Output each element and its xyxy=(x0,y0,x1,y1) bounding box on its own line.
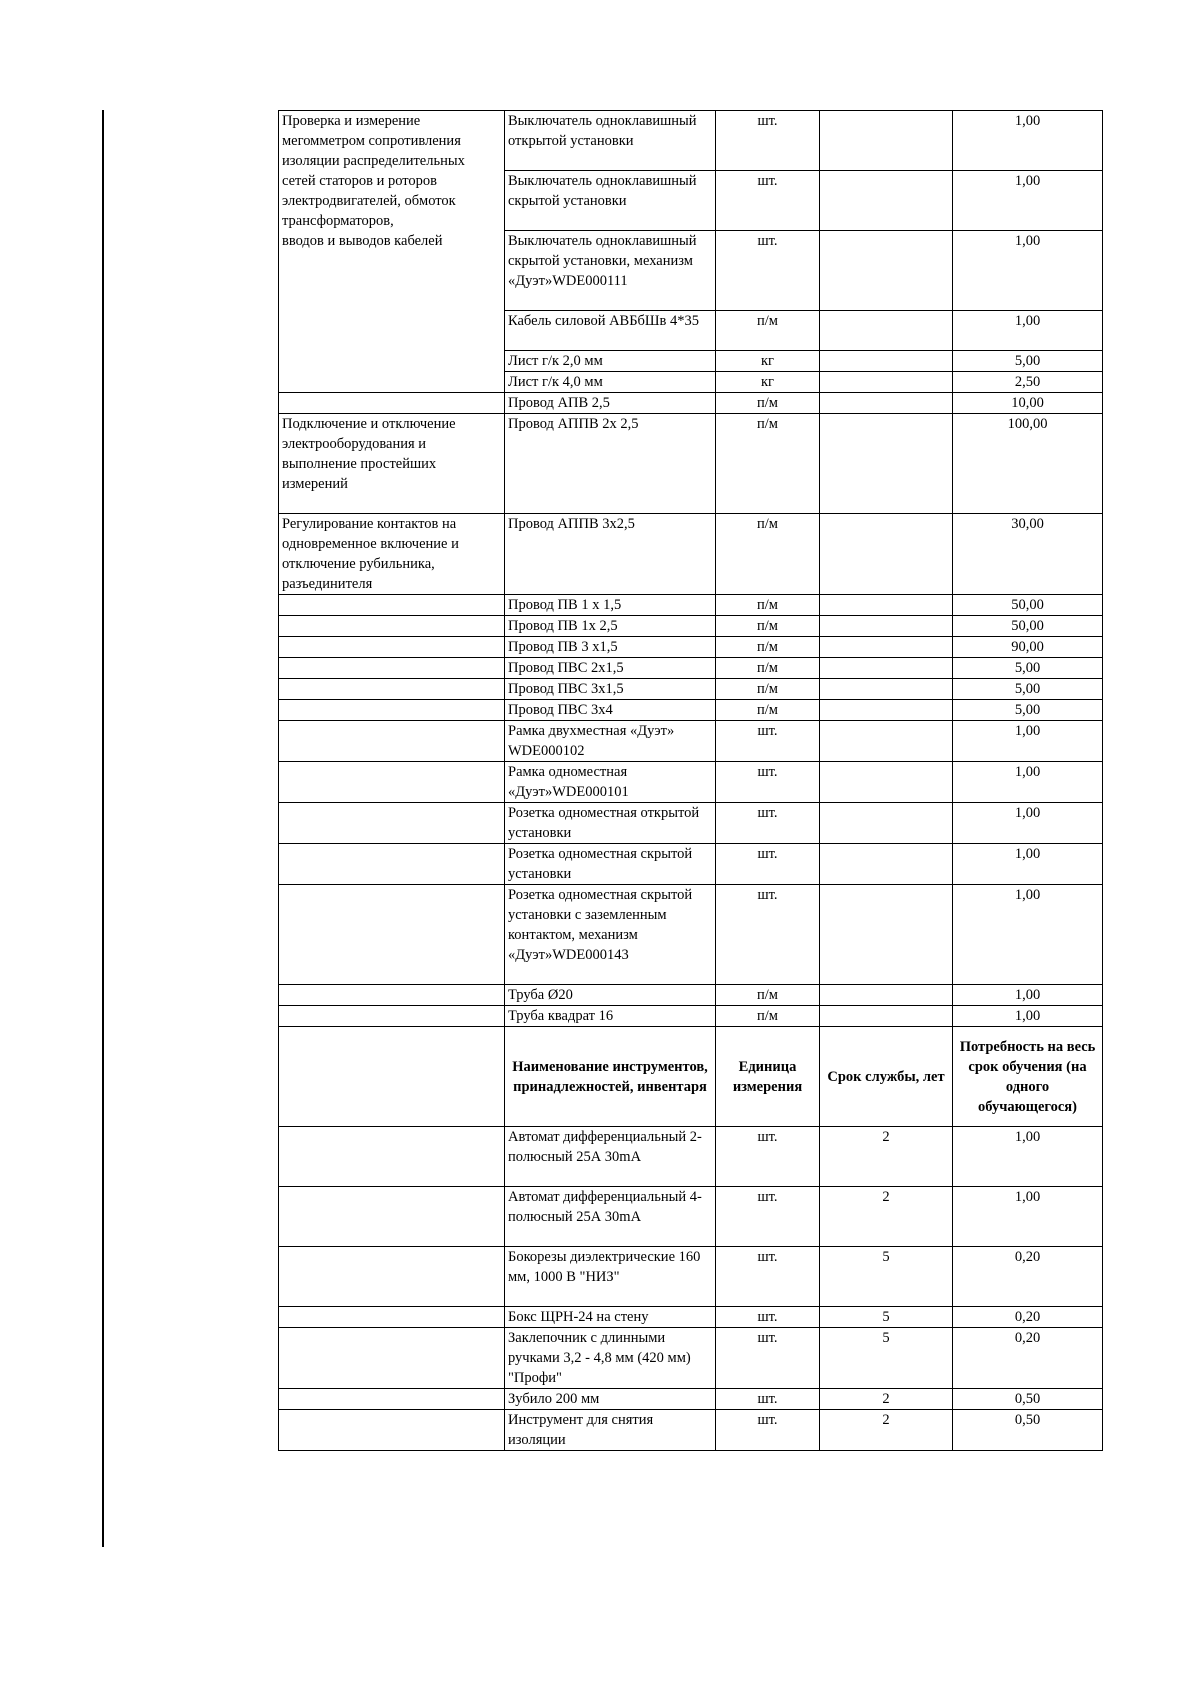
quantity-cell: 5,00 xyxy=(953,351,1103,372)
table-row xyxy=(279,1247,1103,1307)
unit-cell: шт. xyxy=(716,1187,820,1247)
unit-cell: шт. xyxy=(716,721,820,762)
item-name-cell: Выключатель одноклавишный открытой установки xyxy=(505,111,716,171)
service-life-cell xyxy=(820,231,953,311)
work-type-cell xyxy=(279,1027,505,1127)
service-life-cell xyxy=(820,844,953,885)
table-row xyxy=(279,700,1103,721)
service-life-cell xyxy=(820,414,953,514)
service-life-cell xyxy=(820,762,953,803)
work-type-cell xyxy=(279,762,505,803)
item-name-cell: Кабель силовой АВБбШв 4*35 xyxy=(505,311,716,351)
unit-cell: шт. xyxy=(716,171,820,231)
work-type-cell xyxy=(279,1247,505,1307)
item-name-cell: Лист г/к 4,0 мм xyxy=(505,372,716,393)
unit-cell: п/м xyxy=(716,679,820,700)
table-row xyxy=(279,393,1103,414)
quantity-cell: 1,00 xyxy=(953,311,1103,351)
service-life-cell: 2 xyxy=(820,1127,953,1187)
unit-cell: шт. xyxy=(716,111,820,171)
service-life-cell: 2 xyxy=(820,1187,953,1247)
item-name-cell: Провод ПВС 3х4 xyxy=(505,700,716,721)
table-row xyxy=(279,762,1103,803)
service-life-cell: 5 xyxy=(820,1328,953,1389)
quantity-cell: 1,00 xyxy=(953,721,1103,762)
unit-cell: шт. xyxy=(716,231,820,311)
quantity-cell: 5,00 xyxy=(953,700,1103,721)
quantity-cell: 2,50 xyxy=(953,372,1103,393)
table-row xyxy=(279,1328,1103,1389)
service-life-cell xyxy=(820,372,953,393)
service-life-cell xyxy=(820,171,953,231)
quantity-cell: 1,00 xyxy=(953,1187,1103,1247)
table-header-row xyxy=(279,1027,1103,1127)
unit-cell: п/м xyxy=(716,637,820,658)
unit-cell: п/м xyxy=(716,658,820,679)
item-name-cell: Розетка одноместная открытой установки xyxy=(505,803,716,844)
item-name-cell: Розетка одноместная скрытой установки с заземленным контактом, механизм «Дуэт»WDE000143 xyxy=(505,885,716,985)
service-life-cell xyxy=(820,514,953,595)
item-name-cell: Труба квадрат 16 xyxy=(505,1006,716,1027)
item-name-cell: Рамка одноместная «Дуэт»WDE000101 xyxy=(505,762,716,803)
unit-cell: п/м xyxy=(716,393,820,414)
service-life-cell: 2 xyxy=(820,1389,953,1410)
item-name-cell: Автомат дифференциальный 4-полюсный 25А 30mA xyxy=(505,1187,716,1247)
service-life-cell xyxy=(820,721,953,762)
header-item: Наименование инструментов, принадлежностей, инвентаря xyxy=(505,1027,716,1127)
quantity-cell: 50,00 xyxy=(953,616,1103,637)
quantity-cell: 5,00 xyxy=(953,679,1103,700)
table-row xyxy=(279,658,1103,679)
service-life-cell xyxy=(820,311,953,351)
header-service-life: Срок службы, лет xyxy=(820,1027,953,1127)
table-row xyxy=(279,1127,1103,1187)
quantity-cell: 1,00 xyxy=(953,111,1103,171)
quantity-cell: 50,00 xyxy=(953,595,1103,616)
work-type-cell xyxy=(279,721,505,762)
unit-cell: п/м xyxy=(716,595,820,616)
work-type-cell xyxy=(279,658,505,679)
work-type-cell xyxy=(279,679,505,700)
work-type-cell xyxy=(279,595,505,616)
service-life-cell xyxy=(820,803,953,844)
item-name-cell: Провод ПВС 3х1,5 xyxy=(505,679,716,700)
quantity-cell: 1,00 xyxy=(953,985,1103,1006)
work-type-cell xyxy=(279,637,505,658)
table-row xyxy=(279,1410,1103,1451)
item-name-cell: Инструмент для снятия изоляции xyxy=(505,1410,716,1451)
work-type-cell xyxy=(279,1328,505,1389)
table-row xyxy=(279,637,1103,658)
work-type-cell xyxy=(279,1006,505,1027)
unit-cell: п/м xyxy=(716,414,820,514)
table-row xyxy=(279,985,1103,1006)
work-type-cell xyxy=(279,844,505,885)
item-name-cell: Провод АПВ 2,5 xyxy=(505,393,716,414)
unit-cell: п/м xyxy=(716,514,820,595)
quantity-cell: 0,50 xyxy=(953,1410,1103,1451)
service-life-cell xyxy=(820,351,953,372)
unit-cell: шт. xyxy=(716,1127,820,1187)
equipment-table-body xyxy=(279,111,1103,1451)
header-quantity: Потребность на весь срок обучения (на одного обучающегося) xyxy=(953,1027,1103,1127)
item-name-cell: Рамка двухместная «Дуэт» WDE000102 xyxy=(505,721,716,762)
service-life-cell: 5 xyxy=(820,1247,953,1307)
service-life-cell xyxy=(820,393,953,414)
table-row xyxy=(279,885,1103,985)
table-row xyxy=(279,844,1103,885)
quantity-cell: 10,00 xyxy=(953,393,1103,414)
unit-cell: шт. xyxy=(716,885,820,985)
unit-cell: шт. xyxy=(716,1410,820,1451)
work-type-cell xyxy=(279,885,505,985)
item-name-cell: Заклепочник с длинными ручками 3,2 - 4,8 мм (420 мм) "Профи" xyxy=(505,1328,716,1389)
unit-cell: п/м xyxy=(716,616,820,637)
table-row xyxy=(279,803,1103,844)
quantity-cell: 30,00 xyxy=(953,514,1103,595)
quantity-cell: 90,00 xyxy=(953,637,1103,658)
service-life-cell xyxy=(820,1006,953,1027)
table-row xyxy=(279,616,1103,637)
work-type-cell xyxy=(279,1127,505,1187)
unit-cell: шт. xyxy=(716,762,820,803)
item-name-cell: Автомат дифференциальный 2-полюсный 25А 30mA xyxy=(505,1127,716,1187)
item-name-cell: Провод ПВС 2х1,5 xyxy=(505,658,716,679)
item-name-cell: Выключатель одноклавишный скрытой установки, механизм «Дуэт»WDE000111 xyxy=(505,231,716,311)
work-type-cell xyxy=(279,1187,505,1247)
service-life-cell xyxy=(820,637,953,658)
table-row xyxy=(279,514,1103,595)
table-row xyxy=(279,721,1103,762)
quantity-cell: 1,00 xyxy=(953,844,1103,885)
work-type-cell xyxy=(279,700,505,721)
table-row xyxy=(279,1006,1103,1027)
work-type-cell xyxy=(279,393,505,414)
unit-cell: кг xyxy=(716,351,820,372)
item-name-cell: Бокорезы диэлектрические 160 мм, 1000 В "НИЗ" xyxy=(505,1247,716,1307)
quantity-cell: 1,00 xyxy=(953,231,1103,311)
item-name-cell: Выключатель одноклавишный скрытой установки xyxy=(505,171,716,231)
work-type-cell xyxy=(279,1389,505,1410)
unit-cell: шт. xyxy=(716,1247,820,1307)
service-life-cell xyxy=(820,700,953,721)
quantity-cell: 100,00 xyxy=(953,414,1103,514)
work-type-cell: Регулирование контактов на одновременное включение и отключение рубильника, разъединителя xyxy=(279,514,505,595)
work-type-cell xyxy=(279,1307,505,1328)
quantity-cell: 1,00 xyxy=(953,803,1103,844)
service-life-cell xyxy=(820,885,953,985)
unit-cell: шт. xyxy=(716,1389,820,1410)
item-name-cell: Лист г/к 2,0 мм xyxy=(505,351,716,372)
quantity-cell: 1,00 xyxy=(953,171,1103,231)
table-row xyxy=(279,1307,1103,1328)
item-name-cell: Провод ПВ 1 х 1,5 xyxy=(505,595,716,616)
table-row xyxy=(279,1187,1103,1247)
item-name-cell: Труба Ø20 xyxy=(505,985,716,1006)
service-life-cell xyxy=(820,658,953,679)
quantity-cell: 0,50 xyxy=(953,1389,1103,1410)
work-type-cell xyxy=(279,985,505,1006)
table-row xyxy=(279,679,1103,700)
margin-line xyxy=(102,110,104,1547)
work-type-cell xyxy=(279,616,505,637)
quantity-cell: 0,20 xyxy=(953,1328,1103,1389)
item-name-cell: Провод ПВ 1х 2,5 xyxy=(505,616,716,637)
table-row xyxy=(279,1389,1103,1410)
service-life-cell xyxy=(820,111,953,171)
quantity-cell: 1,00 xyxy=(953,1006,1103,1027)
service-life-cell xyxy=(820,616,953,637)
unit-cell: п/м xyxy=(716,700,820,721)
quantity-cell: 0,20 xyxy=(953,1247,1103,1307)
item-name-cell: Зубило 200 мм xyxy=(505,1389,716,1410)
work-type-cell xyxy=(279,803,505,844)
item-name-cell: Розетка одноместная скрытой установки xyxy=(505,844,716,885)
quantity-cell: 1,00 xyxy=(953,762,1103,803)
item-name-cell: Провод АППВ 3х2,5 xyxy=(505,514,716,595)
unit-cell: шт. xyxy=(716,803,820,844)
quantity-cell: 1,00 xyxy=(953,1127,1103,1187)
service-life-cell: 2 xyxy=(820,1410,953,1451)
quantity-cell: 5,00 xyxy=(953,658,1103,679)
header-unit: Единица измерения xyxy=(716,1027,820,1127)
item-name-cell: Провод ПВ 3 х1,5 xyxy=(505,637,716,658)
unit-cell: кг xyxy=(716,372,820,393)
service-life-cell xyxy=(820,679,953,700)
item-name-cell: Бокс ЩРН-24 на стену xyxy=(505,1307,716,1328)
service-life-cell: 5 xyxy=(820,1307,953,1328)
work-type-cell: Проверка и измерение мегомметром сопротивления изоляции распределительных сетей статоров и роторов электродвигателей, обмоток трансформаторов, вводов и выводов кабелей xyxy=(279,111,505,393)
service-life-cell xyxy=(820,985,953,1006)
quantity-cell: 0,20 xyxy=(953,1307,1103,1328)
table-row xyxy=(279,595,1103,616)
work-type-cell: Подключение и отключение электрооборудования и выполнение простейших измерений xyxy=(279,414,505,514)
table-row xyxy=(279,111,1103,171)
unit-cell: шт. xyxy=(716,1307,820,1328)
unit-cell: п/м xyxy=(716,985,820,1006)
quantity-cell: 1,00 xyxy=(953,885,1103,985)
unit-cell: п/м xyxy=(716,311,820,351)
unit-cell: шт. xyxy=(716,844,820,885)
service-life-cell xyxy=(820,595,953,616)
table-row xyxy=(279,414,1103,514)
unit-cell: п/м xyxy=(716,1006,820,1027)
unit-cell: шт. xyxy=(716,1328,820,1389)
equipment-table xyxy=(278,110,1103,1451)
work-type-cell xyxy=(279,1410,505,1451)
item-name-cell: Провод АППВ 2х 2,5 xyxy=(505,414,716,514)
